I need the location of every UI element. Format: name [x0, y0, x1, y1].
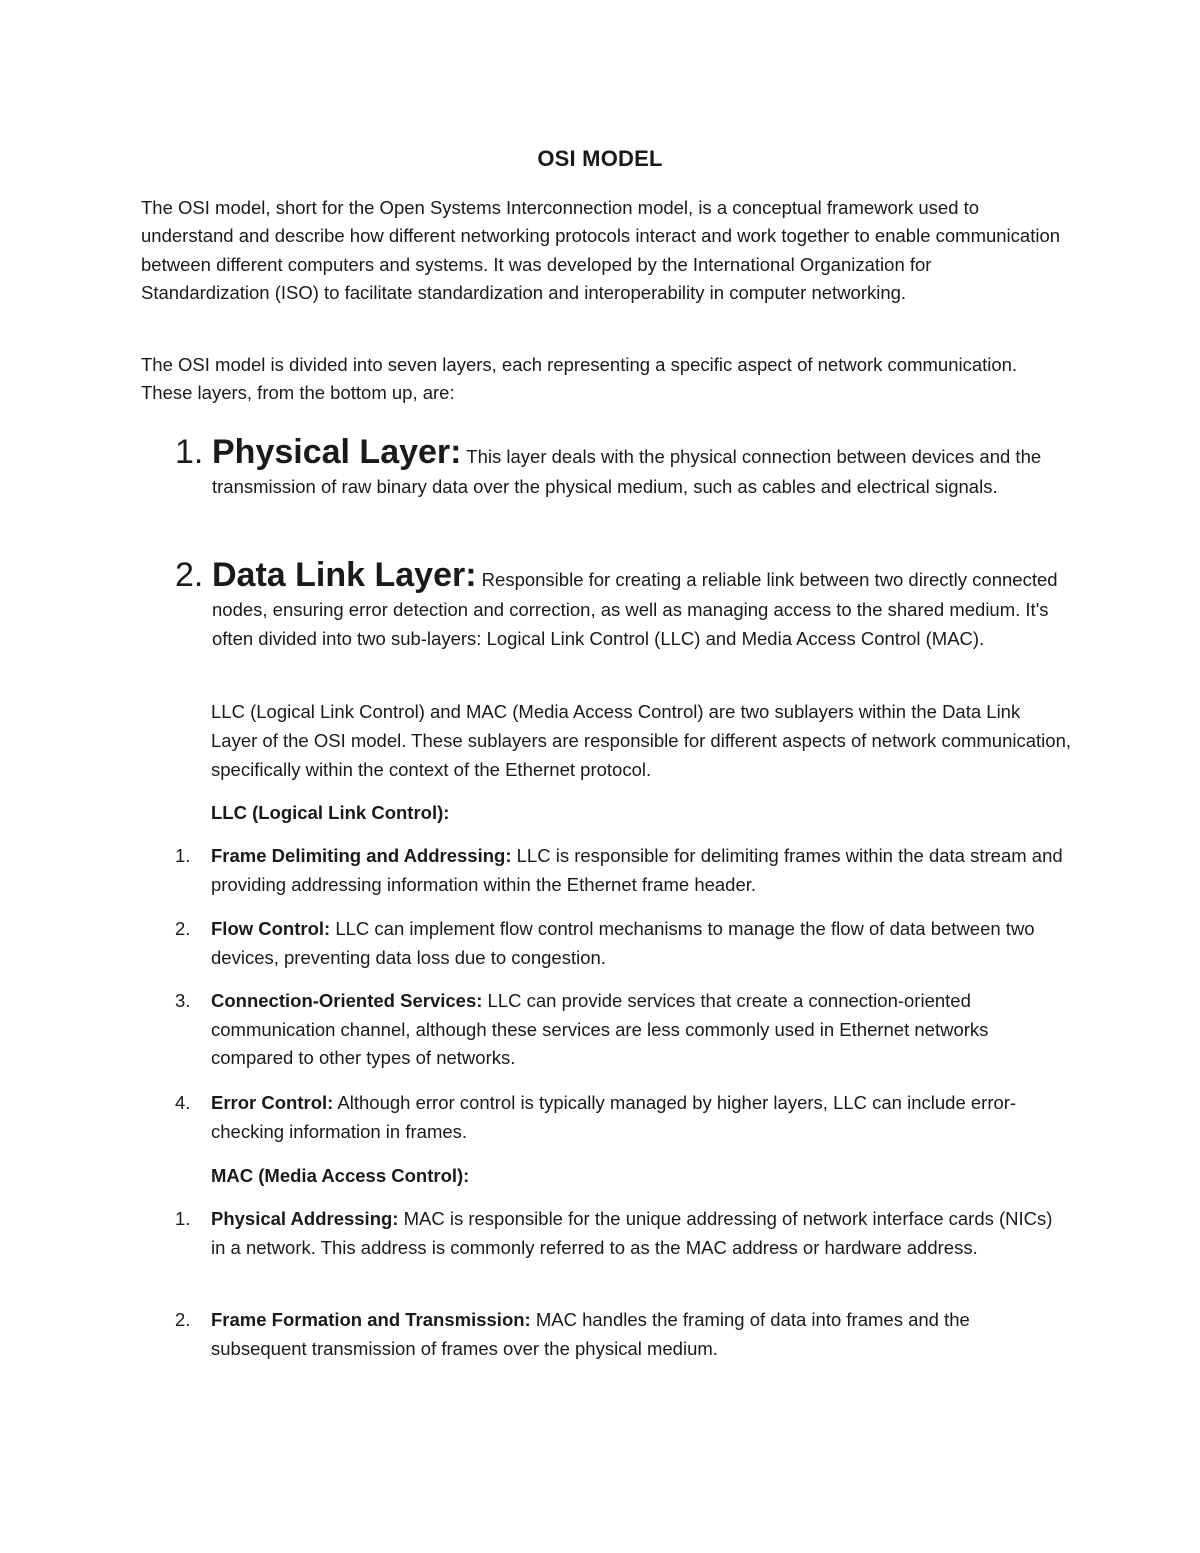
- list-item-body: [211, 1205, 1065, 1262]
- layer-body: [212, 555, 1065, 653]
- list-item-term: Frame Delimiting and Addressing:: [211, 845, 512, 866]
- list-item-term: Flow Control:: [211, 918, 331, 939]
- page-title: OSI MODEL: [537, 146, 663, 171]
- list-item-text: MAC is responsible for the unique addressing of network interface cards (NICs) in a network. This address is commonly referred to as the MAC address or hardware address.: [211, 1208, 1053, 1258]
- list-item-text: LLC can implement flow control mechanisms to manage the flow of data between two devices, preventing data loss due to congestion.: [211, 918, 1035, 968]
- layer-name: Physical Layer:: [212, 433, 462, 471]
- list-number: 2.: [175, 1309, 191, 1330]
- layer-item-physical: [175, 432, 1065, 501]
- layer-name: Data Link Layer:: [212, 556, 477, 594]
- layer-item-data-link: [175, 555, 1065, 653]
- list-item-body: [211, 987, 1065, 1073]
- list-item-term: Connection-Oriented Services:: [211, 990, 483, 1011]
- list-item-body: [211, 842, 1065, 899]
- list-item-text: LLC can provide services that create a connection-oriented communication channel, although these services are less commonly used in Ethernet networks compared to other types of networks.: [211, 990, 989, 1068]
- list-item-text: Although error control is typically managed by higher layers, LLC can include error-checking information in frames.: [211, 1092, 1017, 1142]
- layer-description: This layer deals with the physical connection between devices and the transmission of raw binary data over the physical medium, such as cables and electrical signals.: [212, 446, 1042, 497]
- mac-list-item: [175, 1306, 1065, 1363]
- list-item-body: [211, 915, 1065, 972]
- mac-heading: MAC (Media Access Control):: [211, 1165, 470, 1186]
- layers-intro-paragraph: The OSI model is divided into seven layers, each representing a specific aspect of network communication. These layers, from the bottom up, are:: [141, 354, 1018, 404]
- list-number: 3.: [175, 990, 191, 1011]
- sublayers-paragraph: LLC (Logical Link Control) and MAC (Media Access Control) are two sublayers within the Data Link Layer of the OSI model. These sublayers are responsible for different aspects of network communication, specifically within the context of the Ethernet protocol.: [211, 701, 1072, 780]
- list-item-body: [211, 1089, 1065, 1146]
- mac-list-item: [175, 1205, 1065, 1262]
- layer-description: Responsible for creating a reliable link between two directly connected nodes, ensuring error detection and correction, as well as managing access to the shared medium. It's often divided into two sub-layers: Logical Link Control (LLC) and Media Access Control (MAC).: [212, 569, 1058, 649]
- list-item-body: [211, 1306, 1065, 1363]
- list-item-term: Frame Formation and Transmission:: [211, 1309, 531, 1330]
- list-number: 1.: [175, 1208, 191, 1229]
- intro-paragraph: The OSI model, short for the Open Systems Interconnection model, is a conceptual framework used to understand and describe how different networking protocols interact and work together to enable communication between different computers and systems. It was developed by the International Organization for Standardization (ISO) to facilitate standardization and interoperability in computer networking.: [141, 197, 1061, 304]
- layer-body: [212, 432, 1065, 501]
- llc-list-item: [175, 1089, 1065, 1146]
- list-item-term: Physical Addressing:: [211, 1208, 399, 1229]
- layer-number: 1.: [175, 433, 204, 471]
- list-item-term: Error Control:: [211, 1092, 334, 1113]
- list-number: 2.: [175, 918, 191, 939]
- list-item-text: MAC handles the framing of data into frames and the subsequent transmission of frames over the physical medium.: [211, 1309, 970, 1359]
- list-number: 1.: [175, 845, 191, 866]
- llc-list-item: [175, 842, 1065, 899]
- llc-heading: LLC (Logical Link Control):: [211, 802, 450, 823]
- llc-list-item: [175, 987, 1065, 1073]
- list-item-text: LLC is responsible for delimiting frames within the data stream and providing addressing information within the Ethernet frame header.: [211, 845, 1063, 895]
- llc-list-item: [175, 915, 1065, 972]
- list-number: 4.: [175, 1092, 191, 1113]
- layer-number: 2.: [175, 556, 204, 594]
